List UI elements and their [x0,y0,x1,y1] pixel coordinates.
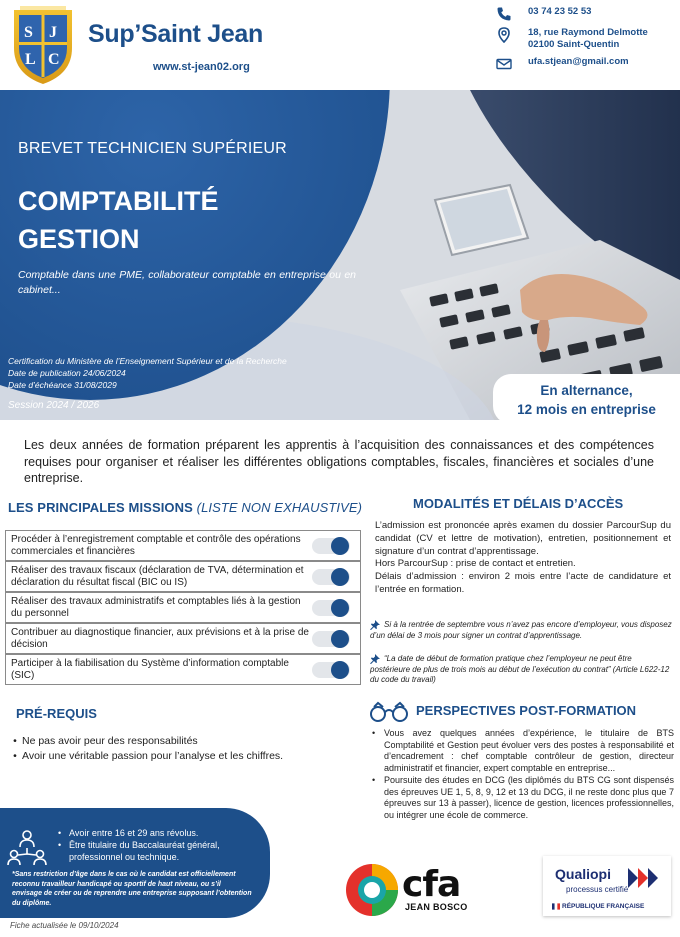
certification-line: Certification du Ministère de l’Enseignement Supérieur et de la Recherche [8,356,287,366]
prereq-list [8,734,283,764]
envelope-icon [496,56,512,72]
crest-letter-c: C [48,51,60,68]
mission-item [5,654,361,685]
mission-item [5,592,361,623]
mission-text: Contribuer au diagnostique financier, aux prévisions et à la prise de décision [11,626,309,650]
hero-banner [0,90,680,420]
school-website-link[interactable]: www.st-jean02.org [153,61,250,73]
mission-toggle [312,631,350,647]
header [0,0,680,90]
crest-letter-s: S [24,24,33,41]
contact-phone[interactable] [496,6,591,22]
pushpin-icon [370,620,380,630]
cfa-wordmark: cfa [402,864,461,905]
perspectives-heading: PERSPECTIVES POST-FORMATION [416,703,637,718]
list-item: • Ne pas avoir peur des responsabilités [8,734,283,749]
list-item: • Avoir une véritable passion pour l’analyse et les chiffres. [8,749,283,764]
modalites-paragraph: L’admission est prononcée après examen du dossier ParcourSup du candidat (CV et lettre de motivation), entretien, positionnement et signature d’un contrat d’apprentissage. [375,520,671,557]
crest-letter-l: L [25,51,36,68]
contact-email[interactable] [496,56,629,72]
note-text: Si à la rentrée de septembre vous n’avez pas encore d’employeur, vous disposez d’un délai de 3 mois pour signer un contrat d’apprentissage. [370,620,672,640]
program-title-line-1: COMPTABILITÉ [18,186,219,216]
missions-heading [8,500,362,515]
cfa-subtitle: JEAN BOSCO [405,902,468,912]
program-title [18,182,218,258]
program-description: Comptable dans une PME, collaborateur comptable en entreprise ou en cabinet... [18,269,356,296]
contact-address [496,27,648,51]
mission-text: Procéder à l’enregistrement comptable et contrôle des opérations commerciales et financières [11,533,301,557]
mission-toggle [312,538,350,554]
crest-letter-j: J [49,24,57,41]
toggle-knob [331,630,349,648]
list-item: • Être titulaire du Baccalauréat général, professionnel ou technique. [58,839,243,863]
mission-item [5,561,361,592]
phone-icon [496,6,512,22]
mission-toggle [312,569,350,585]
binoculars-icon [368,701,410,723]
alternance-line-2: 12 mois en entreprise [517,402,656,417]
list-item: • Vous avez quelques années d’expérience, le titulaire de BTS Comptabilité et Gestion peut évoluer vers des postes à responsabilité et d’encadrement : chef comptable contrôleur de gestion, directeur administratif et financier, expert comptable en entreprise... [372,728,674,774]
program-level: BREVET TECHNICIEN SUPÉRIEUR [18,140,287,157]
prereq-heading: PRÉ-REQUIS [16,706,97,721]
email-address: ufa.stjean@gmail.com [528,56,629,67]
modalites-hors-parcoursup: Hors ParcourSup : prise de contact et entretien. [375,558,576,570]
mission-text: Réaliser des travaux administratifs et comptables liés à la gestion du personnel [11,595,301,619]
mission-toggle [312,662,350,678]
eligibility-list [58,827,243,863]
note-text: “La date de début de formation pratique chez l’employeur ne peut être postérieure de plus de trois mois au début de l’exécution du contrat” (Article L622-12 du code du travail) [370,654,670,684]
modalites-body [375,520,671,597]
toggle-knob [331,599,349,617]
updated-date: Fiche actualisée le 09/10/2024 [10,921,119,930]
address-line-1: 18, rue Raymond Delmotte [528,27,648,38]
list-item: • Poursuite des études en DCG (les diplômés du BTS CG sont dispensés des épreuves UE 1, 5, 8, 9, 12 et 13 du DCG, il ne reste donc plus que 7 épreuves sur 13 à passer), licence de gestion, licences professionnelles, ou intégrer une école de commerce. [372,775,674,821]
program-title-line-2: GESTION [18,224,140,254]
qualiopi-subtitle: processus certifié [566,885,629,894]
publication-date: Date de publication 24/06/2024 [8,368,126,378]
toggle-knob [331,537,349,555]
pushpin-icon [370,654,380,664]
missions-title-note: (LISTE NON EXHAUSTIVE) [196,500,363,515]
republique-francaise-label: RÉPUBLIQUE FRANÇAISE [562,903,645,910]
mission-text: Réaliser des travaux fiscaux (déclaration de TVA, détermination et déclaration du résultat fiscal (BIC ou IS) [11,564,304,588]
intro-paragraph: Les deux années de formation préparent les apprentis à l’acquisition des connaissances et des compétences requises pour organiser et réaliser les différentes obligations comptables, fiscales, financières et sociales d’une entreprise. [24,438,654,485]
address-line-2: 02100 Saint-Quentin [528,39,620,50]
mission-item [5,623,361,654]
school-name: Sup’Saint Jean [88,20,264,48]
certification-info [8,355,287,391]
modalites-heading: MODALITÉS ET DÉLAIS D’ACCÈS [413,496,624,511]
qualiopi-name: Qualiopi [555,866,611,882]
alternance-badge [493,374,680,424]
modalites-note-2 [370,654,672,686]
phone-number: 03 74 23 52 53 [528,6,592,17]
session-dates: Session 2024 / 2026 [8,400,100,411]
modalites-note-1 [370,620,672,641]
missions-title: LES PRINCIPALES MISSIONS [8,500,193,515]
french-flag-icon [552,903,560,910]
qualiopi-arrows-icon [628,866,658,890]
modalites-delais: Délais d’admission : environ 2 mois entre l’acte de candidature et l’entrée en formation. [375,571,671,595]
address [528,27,648,51]
people-network-icon [6,828,48,868]
mission-toggle [312,600,350,616]
perspectives-list [372,728,674,822]
location-pin-icon [496,27,512,43]
eligibility-note: *Sans restriction d’âge dans le cas où le candidat est officiellement reconnu travailleur handicapé ou sportif de haut niveau, ou s’il envisage de créer ou de reprendre une entreprise supposant l’obtention du diplôme. [12,871,252,907]
alternance-line-1: En alternance, [540,383,633,398]
list-item: • Avoir entre 16 et 29 ans révolus. [58,827,243,839]
expiry-date: Date d’échéance 31/08/2029 [8,380,117,390]
toggle-knob [331,661,349,679]
mission-text: Participer à la fiabilisation du Système d’information comptable (SIC) [11,657,289,681]
school-crest-logo [10,4,76,86]
toggle-knob [331,568,349,586]
mission-item [5,530,361,561]
